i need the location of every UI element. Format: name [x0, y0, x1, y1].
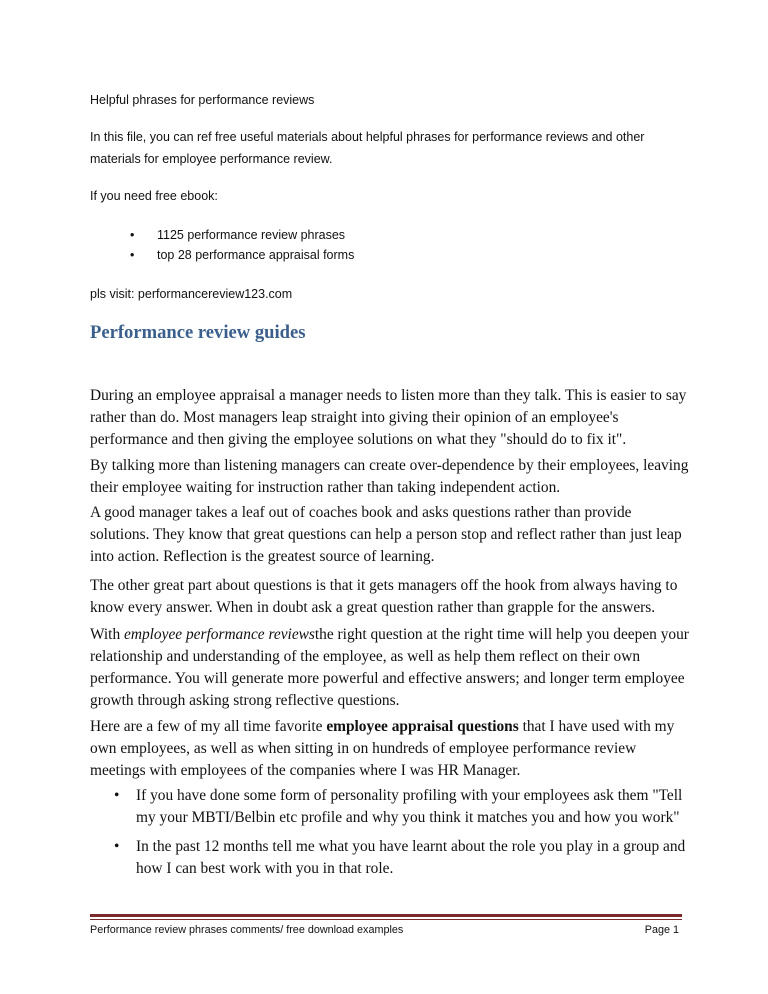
section-heading: Performance review guides	[90, 322, 306, 343]
ebook-prompt: If you need free ebook:	[90, 189, 218, 203]
intro-description-line-2: materials for employee performance review.	[90, 152, 333, 166]
paragraph-5-emphasis: employee performance reviews	[124, 626, 315, 643]
paragraph-5-prefix: With	[90, 626, 125, 643]
footer-divider	[90, 914, 682, 917]
paragraph-4: The other great part about questions is that it gets managers off the hook from always having to know every answer. When in doubt ask a great question rather than grapple for the answers.	[90, 577, 678, 616]
intro-description-line-1: In this file, you can ref free useful materials about helpful phrases for performance reviews and other	[90, 130, 645, 144]
bullet-icon: •	[114, 838, 120, 855]
paragraph-6-emphasis: employee appraisal questions	[326, 718, 519, 735]
paragraph-3: A good manager takes a leaf out of coaches book and asks questions rather than provide solutions. They know that great questions can help a person stop and reflect rather than just leap into action. Reflection is the greatest source of learning.	[90, 504, 682, 565]
paragraph-1: During an employee appraisal a manager needs to listen more than they talk. This is easier to say rather than do. Most managers leap straight into giving their opinion of an employee's performance and then giving the employee solutions on what they "should do to fix it".	[90, 387, 687, 448]
question-text: If you have done some form of personality profiling with your employees ask them "Tell my your MBTI/Belbin etc profile and why you think it matches you and how you work"	[136, 787, 683, 826]
ebook-item-text: 1125 performance review phrases	[157, 228, 346, 242]
question-list-item	[114, 836, 694, 880]
paragraph-5	[90, 624, 690, 712]
footer-divider-thin	[90, 919, 682, 920]
paragraph-2: By talking more than listening managers can create over-dependence by their employees, leaving their employee waiting for instruction rather than taking independent action.	[90, 457, 689, 496]
paragraph-6-prefix: Here are a few of my all time favorite	[90, 718, 327, 735]
bullet-icon: •	[130, 248, 135, 262]
page-number: Page 1	[644, 924, 679, 936]
paragraph-6-body: that I have used with my own employees, as well as when sitting in on hundreds of employee performance review meetings with employees of the companies where I was HR Manager.	[90, 718, 675, 779]
bullet-icon: •	[130, 228, 135, 242]
ebook-item-text: top 28 performance appraisal forms	[157, 248, 355, 262]
question-list-item	[114, 785, 694, 829]
bullet-icon: •	[114, 787, 120, 804]
question-text: In the past 12 months tell me what you have learnt about the role you play in a group and how I can best work with you in that role.	[136, 838, 686, 877]
footer-title: Performance review phrases comments/ free download examples	[90, 924, 404, 936]
paragraph-5-body: the right question at the right time will help you deepen your relationship and understanding of the employee, as well as help them reflect on their own performance. You will generate more powerful and effective answers; and longer term employee growth through asking strong reflective questions.	[90, 626, 689, 709]
paragraph-6	[90, 716, 690, 782]
document-title: Helpful phrases for performance reviews	[90, 93, 315, 107]
visit-link-text: pls visit: performancereview123.com	[90, 287, 293, 301]
